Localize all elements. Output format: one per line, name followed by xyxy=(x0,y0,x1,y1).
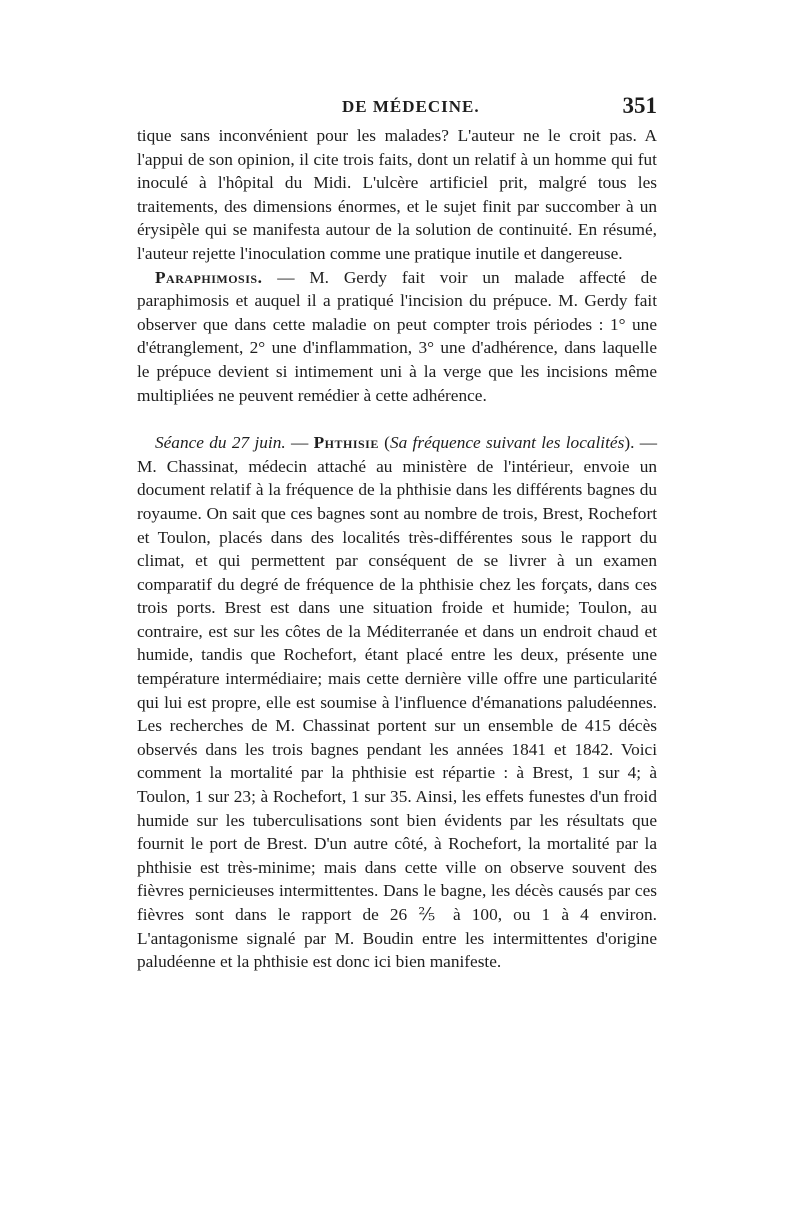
section-heading-phthisie: Phthisie xyxy=(313,433,379,453)
phthisie-text: — M. Chassinat, médecin attaché au ministère de l'intérieur, envoie un document relatif à la fréquence de la phthisie dans les différents bagnes du royaume. On sait que ces bagnes sont au nombre de trois, Brest, Rochefort et Toulon, placés dans des localités très-différentes sous le rapport du climat, et qui permettent par conséquent de se livrer à un examen comparatif du degré de fréquence de la phthisie chez les forçats, dans ces trois ports. Brest est dans une situation froide et humide; Toulon, au contraire, est sur les côtes de la Méditerranée et dans un endroit chaud et humide, tandis que Rochefort, étant placé entre les deux, présente une température intermédiaire; mais cette dernière ville offre une particularité qui lui est propre, elle est soumise à l'influence d'émanations paludéennes. Les recherches de M. Chassinat portent sur un ensemble de 415 décès observés dans les trois bagnes pendant les années 1841 et 1842. Voici comment la mortalité par la phthisie est répartie : à Brest, 1 sur 4; à Toulon, 1 sur 23; à Rochefort, 1 sur 35. Ainsi, les effets funestes d'un froid humide sur les tuberculisations sont bien évidents par les résultats que fournit le port de Brest. D'un autre côté, à Rochefort, la mortalité par la phthisie est très-minime; mais dans cette ville on observe souvent des fièvres pernicieuses intermittentes. Dans le bagne, les décès causés par ces fièvres sont dans le rapport de 26 ⅖ à 100, ou 1 à 4 environ. L'antagonisme signalé par M. Boudin entre les intermittentes d'origine paludéenne et la phthisie est donc ici bien manifeste. xyxy=(137,433,657,972)
body-text xyxy=(137,124,657,974)
seance-date: Séance du 27 juin. xyxy=(155,433,286,453)
paraphimosis-text: — M. Gerdy fait voir un malade affecté de paraphimosis et auquel il a pratiqué l'incision du prépuce. M. Gerdy fait observer que dans cette maladie on peut compter trois périodes : 1° une d'étranglement, 2° une d'inflammation, 3° une d'adhérence, dans laquelle le prépuce devient si intimement uni à la verge que les incisions même multipliées ne peuvent remédier à cette adhérence. xyxy=(137,267,657,405)
phthisie-subtitle: Sa fréquence suivant les localités xyxy=(389,433,625,453)
page-number: 351 xyxy=(622,93,657,118)
page-header xyxy=(137,93,657,121)
paragraph-phthisie: Séance du 27 juin. — Phthisie (Sa fréquence suivant les localités). — M. Chassinat, médecin attaché au ministère de l'intérieur, envoie un document relatif à la fréquence de la phthisie dans les différents bagnes du royaume. On sait que ces bagnes sont au nombre de trois, Brest, Rochefort et Toulon, placés dans des localités très-différentes sous le rapport du climat, et qui permettent par conséquent de se livrer à un examen comparatif du degré de fréquence de la phthisie chez les forçats, dans ces trois ports. Brest est dans une situation froide et humide; Toulon, au contraire, est sur les côtes de la Méditerranée et dans un endroit chaud et humide, tandis que Rochefort, étant placé entre les deux, présente une température intermédiaire; mais cette dernière ville offre une particularité qui lui est propre, elle est soumise à l'influence d'émanations paludéennes. Les recherches de M. Chassinat portent sur un ensemble de 415 décès observés dans les trois bagnes pendant les années 1841 et 1842. Voici comment la mortalité par la phthisie est répartie : à Brest, 1 sur 4; à Toulon, 1 sur 23; à Rochefort, 1 sur 35. Ainsi, les effets funestes d'un froid humide sur les tuberculisations sont bien évidents par les résultats que fournit le port de Brest. D'un autre côté, à Rochefort, la mortalité par la phthisie est très-minime; mais dans cette ville on observe souvent des fièvres pernicieuses intermittentes. Dans le bagne, les décès causés par ces fièvres sont dans le rapport de 26 ⅖ à 100, ou 1 à 4 environ. L'antagonisme signalé par M. Boudin entre les intermittentes d'origine paludéenne et la phthisie est donc ici bien manifeste. xyxy=(137,433,657,972)
seance-dash: — xyxy=(285,433,314,453)
paragraph-paraphimosis xyxy=(137,266,657,408)
section-heading-paraphimosis: Paraphimosis. xyxy=(155,267,263,287)
running-title: DE MÉDECINE. xyxy=(342,97,480,116)
paragraph-inoculation: tique sans inconvénient pour les malades? L'auteur ne le croit pas. A l'appui de son opinion, il cite trois faits, dont un relatif à un homme qui fut inoculé à l'hôpital du Midi. L'ulcère artificiel prit, malgré tous les traitements, des dimensions énormes, et le sujet finit par succomber à un érysipèle qui se manifesta autour de la solution de continuité. En résumé, l'auteur rejette l'inoculation comme une pratique inutile et dangereuse. xyxy=(137,126,657,263)
section-gap xyxy=(137,407,657,431)
